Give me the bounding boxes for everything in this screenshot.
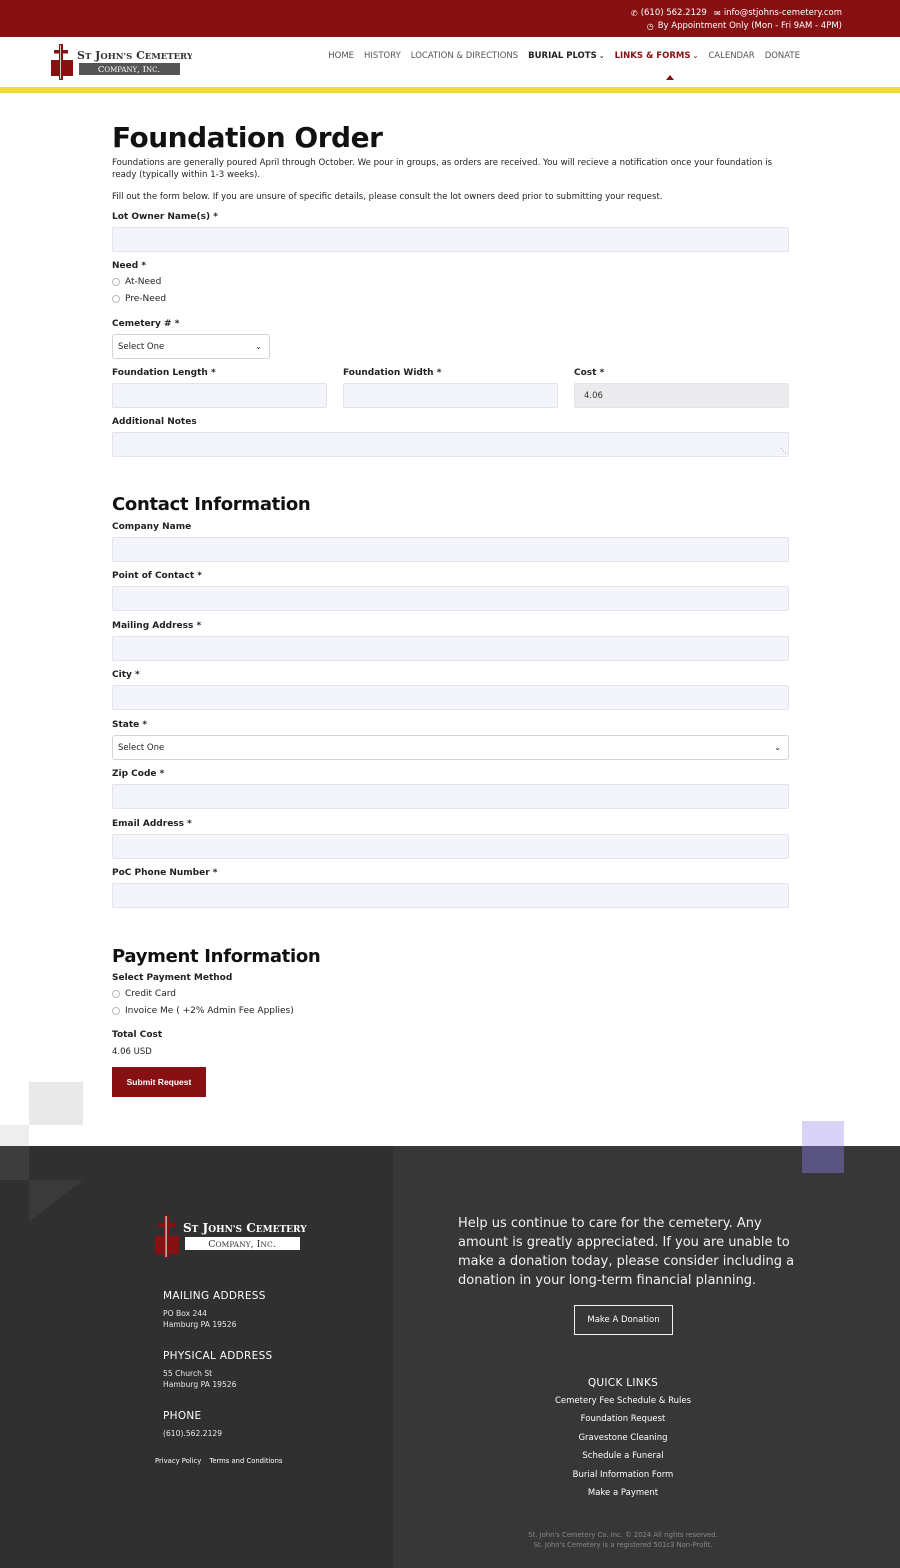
state-select[interactable]: [112, 735, 789, 760]
mail-icon: ✉: [713, 8, 721, 18]
site-logo[interactable]: [47, 42, 192, 82]
phone-input[interactable]: [112, 883, 789, 908]
physical-address-heading: PHYSICAL ADDRESS: [163, 1350, 273, 1362]
page-title: Foundation Order: [112, 121, 383, 154]
donation-message: Help us continue to care for the cemetery. Any amount is greatly appreciated. If you are unable to make a donation today, please consider including a donation in your long-term financial planning.: [458, 1216, 795, 1288]
mailing-address-heading: MAILING ADDRESS: [163, 1290, 266, 1302]
hours-text: By Appointment Only (Mon - Fri 9AM - 4PM): [657, 21, 842, 31]
mailing-address-label: Mailing Address *: [112, 621, 202, 631]
mailing-address-text: [163, 1308, 236, 1330]
foundation-length-label: Foundation Length *: [112, 368, 216, 378]
city-input[interactable]: [112, 685, 789, 710]
decorative-square: [0, 1125, 29, 1147]
payment-method-label: Select Payment Method: [112, 973, 233, 983]
copyright-line-2: St. John's Cemetery is a registered 501c3 Non-Profit.: [533, 1541, 713, 1549]
radio-button[interactable]: [112, 295, 120, 303]
nav-burial-plots[interactable]: [528, 51, 604, 61]
copyright-text: [473, 1530, 773, 1550]
phone-link[interactable]: [630, 8, 707, 18]
foundation-width-label: Foundation Width *: [343, 368, 442, 378]
need-pre-need-option[interactable]: [112, 294, 166, 304]
intro-instructions: Fill out the form below. If you are unsure of specific details, please consult the lot owners deed prior to submitting your request.: [112, 192, 663, 202]
chevron-down-icon: ⌄: [255, 342, 262, 351]
need-at-need-option[interactable]: [112, 277, 161, 287]
decorative-square: [802, 1121, 844, 1147]
nav-links-forms[interactable]: [615, 51, 699, 61]
quick-link-fee-schedule[interactable]: Cemetery Fee Schedule & Rules: [554, 1396, 692, 1406]
make-donation-button[interactable]: Make A Donation: [574, 1305, 673, 1335]
nav-donate[interactable]: DONATE: [764, 51, 800, 61]
decorative-square: [29, 1082, 83, 1125]
top-contact-bar: [0, 0, 900, 37]
quick-link-schedule-funeral[interactable]: Schedule a Funeral: [582, 1451, 664, 1462]
phone-text: (610) 562.2129: [640, 8, 707, 18]
main-nav: [328, 51, 800, 61]
radio-button[interactable]: [112, 1007, 120, 1015]
quick-links-heading: QUICK LINKS: [587, 1377, 659, 1389]
decorative-triangle: [29, 1180, 83, 1222]
cemetery-select-value: Select One: [118, 341, 165, 352]
email-text: info@stjohns-cemetery.com: [723, 8, 842, 18]
privacy-policy-link[interactable]: Privacy Policy: [155, 1457, 202, 1465]
clock-icon: ◷: [646, 21, 654, 31]
svg-text:COMPANY, INC.: COMPANY, INC.: [208, 1239, 276, 1250]
decorative-square: [802, 1146, 844, 1173]
email-label: Email Address *: [112, 819, 192, 829]
email-input[interactable]: [112, 834, 789, 859]
quick-link-make-payment[interactable]: Make a Payment: [587, 1487, 659, 1498]
physical-line-2: Hamburg PA 19526: [163, 1380, 237, 1389]
radio-button[interactable]: [112, 990, 120, 998]
copyright-line-1: St. John's Cemetery Co. Inc. © 2024 All rights reserved.: [528, 1531, 718, 1539]
total-cost-label: Total Cost: [112, 1030, 163, 1040]
payment-credit-card-option[interactable]: [112, 989, 176, 999]
quick-link-foundation-request[interactable]: Foundation Request: [580, 1414, 666, 1425]
quick-link-gravestone-cleaning[interactable]: Gravestone Cleaning: [578, 1432, 668, 1443]
cost-label: Cost *: [574, 368, 605, 378]
city-label: City *: [112, 670, 140, 680]
contact-section-title: Contact Information: [112, 494, 311, 515]
lot-owner-input[interactable]: [112, 227, 789, 252]
mailing-line-1: PO Box 244: [163, 1309, 207, 1318]
radio-label: Invoice Me ( +2% Admin Fee Applies): [125, 1006, 294, 1016]
chevron-down-icon: ⌄: [692, 52, 699, 60]
quick-link-burial-info[interactable]: Burial Information Form: [572, 1469, 674, 1480]
active-nav-caret: [666, 75, 674, 80]
total-cost-value: 4.06 USD: [112, 1047, 152, 1057]
svg-text:COMPANY, INC.: COMPANY, INC.: [97, 65, 161, 75]
mailing-line-2: Hamburg PA 19526: [163, 1320, 237, 1329]
quick-links-list: [523, 1395, 723, 1505]
payment-section-title: Payment Information: [112, 946, 321, 967]
payment-invoice-option[interactable]: [112, 1006, 294, 1016]
email-link[interactable]: [713, 8, 842, 18]
poc-input[interactable]: [112, 586, 789, 611]
poc-label: Point of Contact *: [112, 571, 202, 581]
site-footer: [0, 1146, 900, 1568]
notes-textarea[interactable]: [112, 432, 789, 457]
company-input[interactable]: [112, 537, 789, 562]
nav-location[interactable]: LOCATION & DIRECTIONS: [410, 51, 519, 61]
header-accent-stripe: [0, 87, 900, 93]
cemetery-label: Cemetery # *: [112, 319, 180, 329]
state-label: State *: [112, 720, 148, 730]
phone-icon: ✆: [630, 8, 638, 18]
cost-value: 4.06: [584, 390, 603, 401]
physical-address-text: [163, 1368, 236, 1390]
physical-line-1: 55 Church St: [163, 1369, 213, 1378]
site-header: [0, 37, 900, 87]
radio-label: At-Need: [125, 277, 162, 287]
footer-logo[interactable]: [152, 1214, 307, 1259]
cost-field: [574, 383, 789, 408]
mailing-address-input[interactable]: [112, 636, 789, 661]
chevron-down-icon: ⌄: [774, 743, 781, 752]
company-label: Company Name: [112, 522, 192, 532]
radio-button[interactable]: [112, 278, 120, 286]
nav-home[interactable]: HOME: [328, 51, 355, 61]
radio-label: Pre-Need: [125, 294, 167, 304]
cemetery-select[interactable]: [112, 334, 270, 359]
phone-heading: PHONE: [163, 1410, 202, 1422]
nav-links-forms-label: LINKS & FORMS: [614, 51, 691, 61]
decorative-square: [0, 1146, 29, 1180]
svg-text:ST JOHN'S CEMETERY: ST JOHN'S CEMETERY: [183, 1221, 307, 1235]
legal-links: [155, 1457, 282, 1465]
radio-label: Credit Card: [125, 989, 176, 999]
lot-owner-label: Lot Owner Name(s) *: [112, 212, 218, 222]
need-label: Need *: [112, 261, 147, 271]
zip-input[interactable]: [112, 784, 789, 809]
footer-phone-link[interactable]: (610).562.2129: [163, 1429, 223, 1438]
phone-label: PoC Phone Number *: [112, 868, 218, 878]
resize-handle-icon[interactable]: ⋱: [780, 447, 787, 455]
chevron-down-icon: ⌄: [598, 52, 605, 60]
cross-logo-icon: [152, 1214, 307, 1259]
foundation-length-input[interactable]: [112, 383, 327, 408]
submit-button[interactable]: Submit Request: [112, 1067, 206, 1097]
intro-text: Foundations are generally poured April through October. We pour in groups, as orders are received. You will recieve a notification once your foundation is ready (typically within 1-3 weeks).: [112, 158, 773, 180]
nav-calendar[interactable]: CALENDAR: [708, 51, 755, 61]
nav-burial-plots-label: BURIAL PLOTS: [528, 51, 597, 61]
notes-label: Additional Notes: [112, 417, 197, 427]
nav-history[interactable]: HISTORY: [364, 51, 401, 61]
state-select-value: Select One: [118, 742, 165, 753]
zip-label: Zip Code *: [112, 769, 165, 779]
terms-link[interactable]: Terms and Conditions: [209, 1457, 283, 1465]
foundation-width-input[interactable]: [343, 383, 558, 408]
cross-logo-icon: [47, 42, 192, 82]
svg-text:ST JOHN'S CEMETERY: ST JOHN'S CEMETERY: [77, 49, 192, 62]
